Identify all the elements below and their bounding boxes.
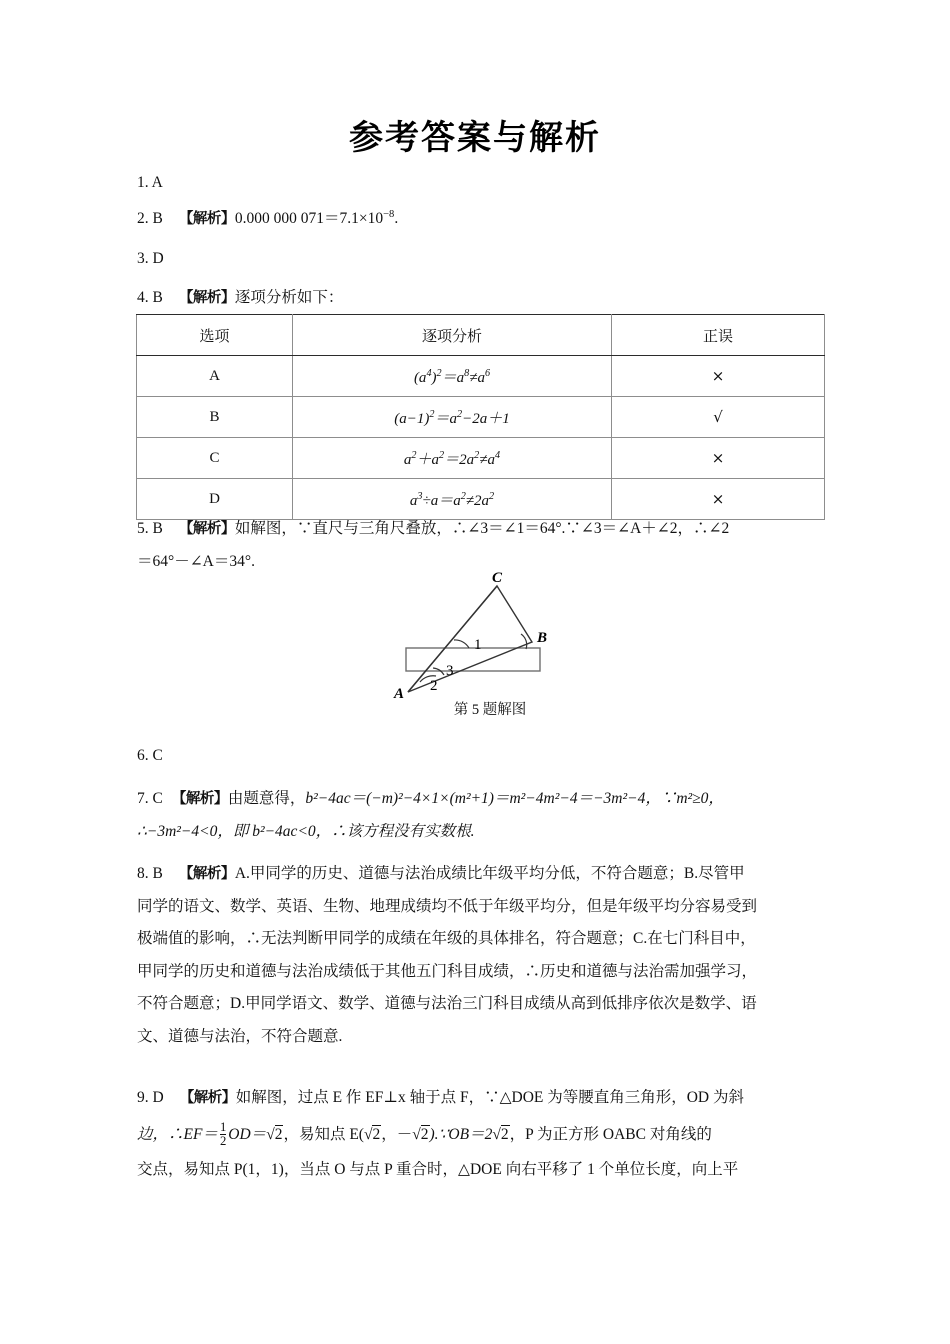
- table-cell-option: C: [137, 438, 293, 479]
- ruler-rectangle: [406, 648, 540, 671]
- analysis-tag-5: 【解析】: [178, 521, 235, 537]
- table-header-verdict: 正误: [612, 315, 825, 356]
- table-cell-verdict: √: [612, 397, 825, 438]
- answer-9-line-3: 交点，易知点 P(1，1)，当点 O 与点 P 重合时，△DOE 向右平移了 1 个单位长度，向上平: [137, 1161, 739, 1179]
- answer-8-line-5: 不符合题意；D.甲同学语文、数学、道德与法治三门科目成绩从高到低排序依次是数学、语: [137, 995, 757, 1013]
- analysis-tag-8: 【解析】: [178, 866, 235, 882]
- answer-9-text-1: 如解图，过点 E 作 EF⊥x 轴于点 F，∵△DOE 为等腰直角三角形，OD 为斜: [235, 1089, 744, 1106]
- table-cell-analysis: $a^2+a^2=2a^2\ne a^4$: [293, 438, 612, 479]
- answer-8-line-6: 文、道德与法治，不符合题意.: [137, 1027, 343, 1045]
- answer-5-line-1: [137, 513, 819, 546]
- table-cell-option: D: [137, 479, 293, 520]
- answer-item-5: [137, 513, 819, 578]
- label-angle-2: 2: [430, 678, 438, 694]
- answer-7-line-2: ∴−3m²−4<0，即 b²−4ac<0，∴该方程没有实数根.: [137, 822, 475, 840]
- radical-4-value: 2: [500, 1125, 509, 1143]
- answer-5-choice: 5. B: [137, 520, 163, 537]
- answer-9-choice: 9. D: [137, 1089, 164, 1106]
- answer-7-choice: 7. C: [137, 790, 163, 807]
- analysis-tag-7: 【解析】: [171, 791, 228, 807]
- angle-arc-1: [454, 640, 469, 648]
- answer-3-choice: 3. D: [137, 250, 164, 267]
- answer-item-4: [137, 287, 819, 309]
- table-cell-analysis: $a^3\div a=a^2\ne 2a^2$: [293, 479, 612, 520]
- answer-2-result: 7.1×10: [339, 210, 384, 228]
- answer-9-seg-c: ，易知点 E(: [283, 1125, 364, 1143]
- radical-2: √2: [363, 1125, 381, 1143]
- answer-8-line-2: 同学的语文、数学、英语、生物、地理成绩均不低于年级平均分，但是年级平均分容易受到: [137, 897, 758, 915]
- answer-item-6: [137, 745, 819, 767]
- answer-item-8: [137, 858, 819, 1053]
- radical-1-value: 2: [274, 1125, 283, 1143]
- analysis-tag-9: 【解析】: [179, 1090, 236, 1106]
- fraction-numerator: 1: [219, 1119, 227, 1134]
- label-B: B: [537, 630, 548, 646]
- table-cell-option: B: [137, 397, 293, 438]
- answer-item-3: [137, 248, 819, 270]
- answer-7-line-1: [137, 783, 819, 816]
- answer-5-text-1: 如解图，∵直尺与三角尺叠放，∴∠3＝∠1＝64°.∵∠3＝∠A＋∠2，∴∠2: [234, 520, 730, 537]
- question-5-figure: [380, 570, 600, 735]
- answer-4-text: 逐项分析如下：: [234, 289, 344, 306]
- label-angle-1: 1: [474, 637, 482, 653]
- table-header-option: 选项: [137, 315, 293, 356]
- answer-9-seg-e: ).∵OB＝2: [429, 1125, 493, 1143]
- page-title: 参考答案与解析: [349, 118, 601, 158]
- table-cell-option: A: [137, 356, 293, 397]
- table-row: [137, 356, 825, 397]
- radical-4: √2: [492, 1125, 509, 1143]
- answer-8-line-3: 极端值的影响，∴无法判断甲同学的成绩在年级的具体排名，符合题意；C.在七门科目中，: [137, 930, 756, 948]
- answer-9-seg-b: OD＝: [228, 1125, 267, 1143]
- table-cell-analysis: $(a^4)^2=a^8\ne a^6$: [293, 356, 612, 397]
- fraction-denominator: 2: [219, 1134, 227, 1149]
- radical-1: √2: [266, 1125, 283, 1143]
- answer-2-exponent: −8: [383, 209, 395, 220]
- radical-2-value: 2: [372, 1125, 381, 1143]
- fraction-one-half: [220, 1121, 226, 1149]
- table-cell-verdict: ×: [612, 438, 825, 479]
- triangle-cba: [408, 586, 532, 692]
- answer-1-choice: 1. A: [137, 174, 163, 191]
- answer-9-seg-a: 边，∴EF＝: [137, 1125, 218, 1143]
- table-cell-verdict: ×: [612, 356, 825, 397]
- radical-3: √2: [412, 1125, 429, 1143]
- table-cell-verdict: ×: [612, 479, 825, 520]
- answer-2-period: .: [394, 210, 399, 228]
- table-row: [137, 397, 825, 438]
- answer-item-1: [137, 172, 819, 194]
- table-row: [137, 438, 825, 479]
- answer-9-seg-f: ，P 为正方形 OABC 对角线的: [509, 1125, 712, 1143]
- answer-8-line-1: [137, 858, 819, 891]
- label-A: A: [394, 686, 405, 700]
- answer-2-equals: ＝: [323, 210, 340, 228]
- analysis-tag-4: 【解析】: [178, 290, 235, 306]
- answer-9-line-1: [137, 1082, 819, 1115]
- answer-9-line-2: [137, 1115, 819, 1155]
- answer-7-math-1: b²−4ac＝(−m)²−4×1×(m²+1)＝m²−4m²−4＝−3m²−4，∵m²≥0，: [305, 790, 724, 807]
- geometry-diagram-svg: [380, 570, 600, 700]
- answer-2-choice: 2. B: [137, 210, 163, 228]
- answer-item-9: [137, 1082, 819, 1187]
- table-header-row: [137, 315, 825, 356]
- analysis-tag-2: 【解析】: [178, 211, 235, 228]
- answer-6-choice: 6. C: [137, 747, 163, 764]
- answer-4-choice: 4. B: [137, 289, 163, 306]
- answer-8-choice: 8. B: [137, 865, 163, 882]
- table-body: [137, 356, 825, 520]
- itemized-analysis-table: [136, 314, 825, 520]
- table-header-analysis: 逐项分析: [293, 315, 612, 356]
- answer-8-text-1: A.甲同学的历史、道德与法治成绩比年级平均分低，不符合题意；B.尽管甲: [234, 865, 745, 882]
- answer-9-seg-d: ，－: [381, 1125, 413, 1143]
- answer-8-line-4: 甲同学的历史和道德与法治成绩低于其他五门科目成绩，∴历史和道德与法治需加强学习，: [137, 962, 758, 980]
- label-C: C: [492, 570, 503, 586]
- answer-2-value: 0.000 000 071: [234, 210, 324, 228]
- figure-caption: 第 5 题解图: [453, 702, 527, 718]
- answer-item-2: [137, 208, 819, 230]
- table-cell-analysis: $(a-1)^2=a^2-2a+1$: [293, 397, 612, 438]
- answer-7-prefix: 由题意得，: [227, 790, 306, 807]
- radical-3-value: 2: [420, 1125, 429, 1143]
- answer-5-line-2: ＝64°－∠A＝34°.: [137, 552, 255, 570]
- label-angle-3: 3: [446, 663, 454, 679]
- answer-item-7: [137, 783, 819, 848]
